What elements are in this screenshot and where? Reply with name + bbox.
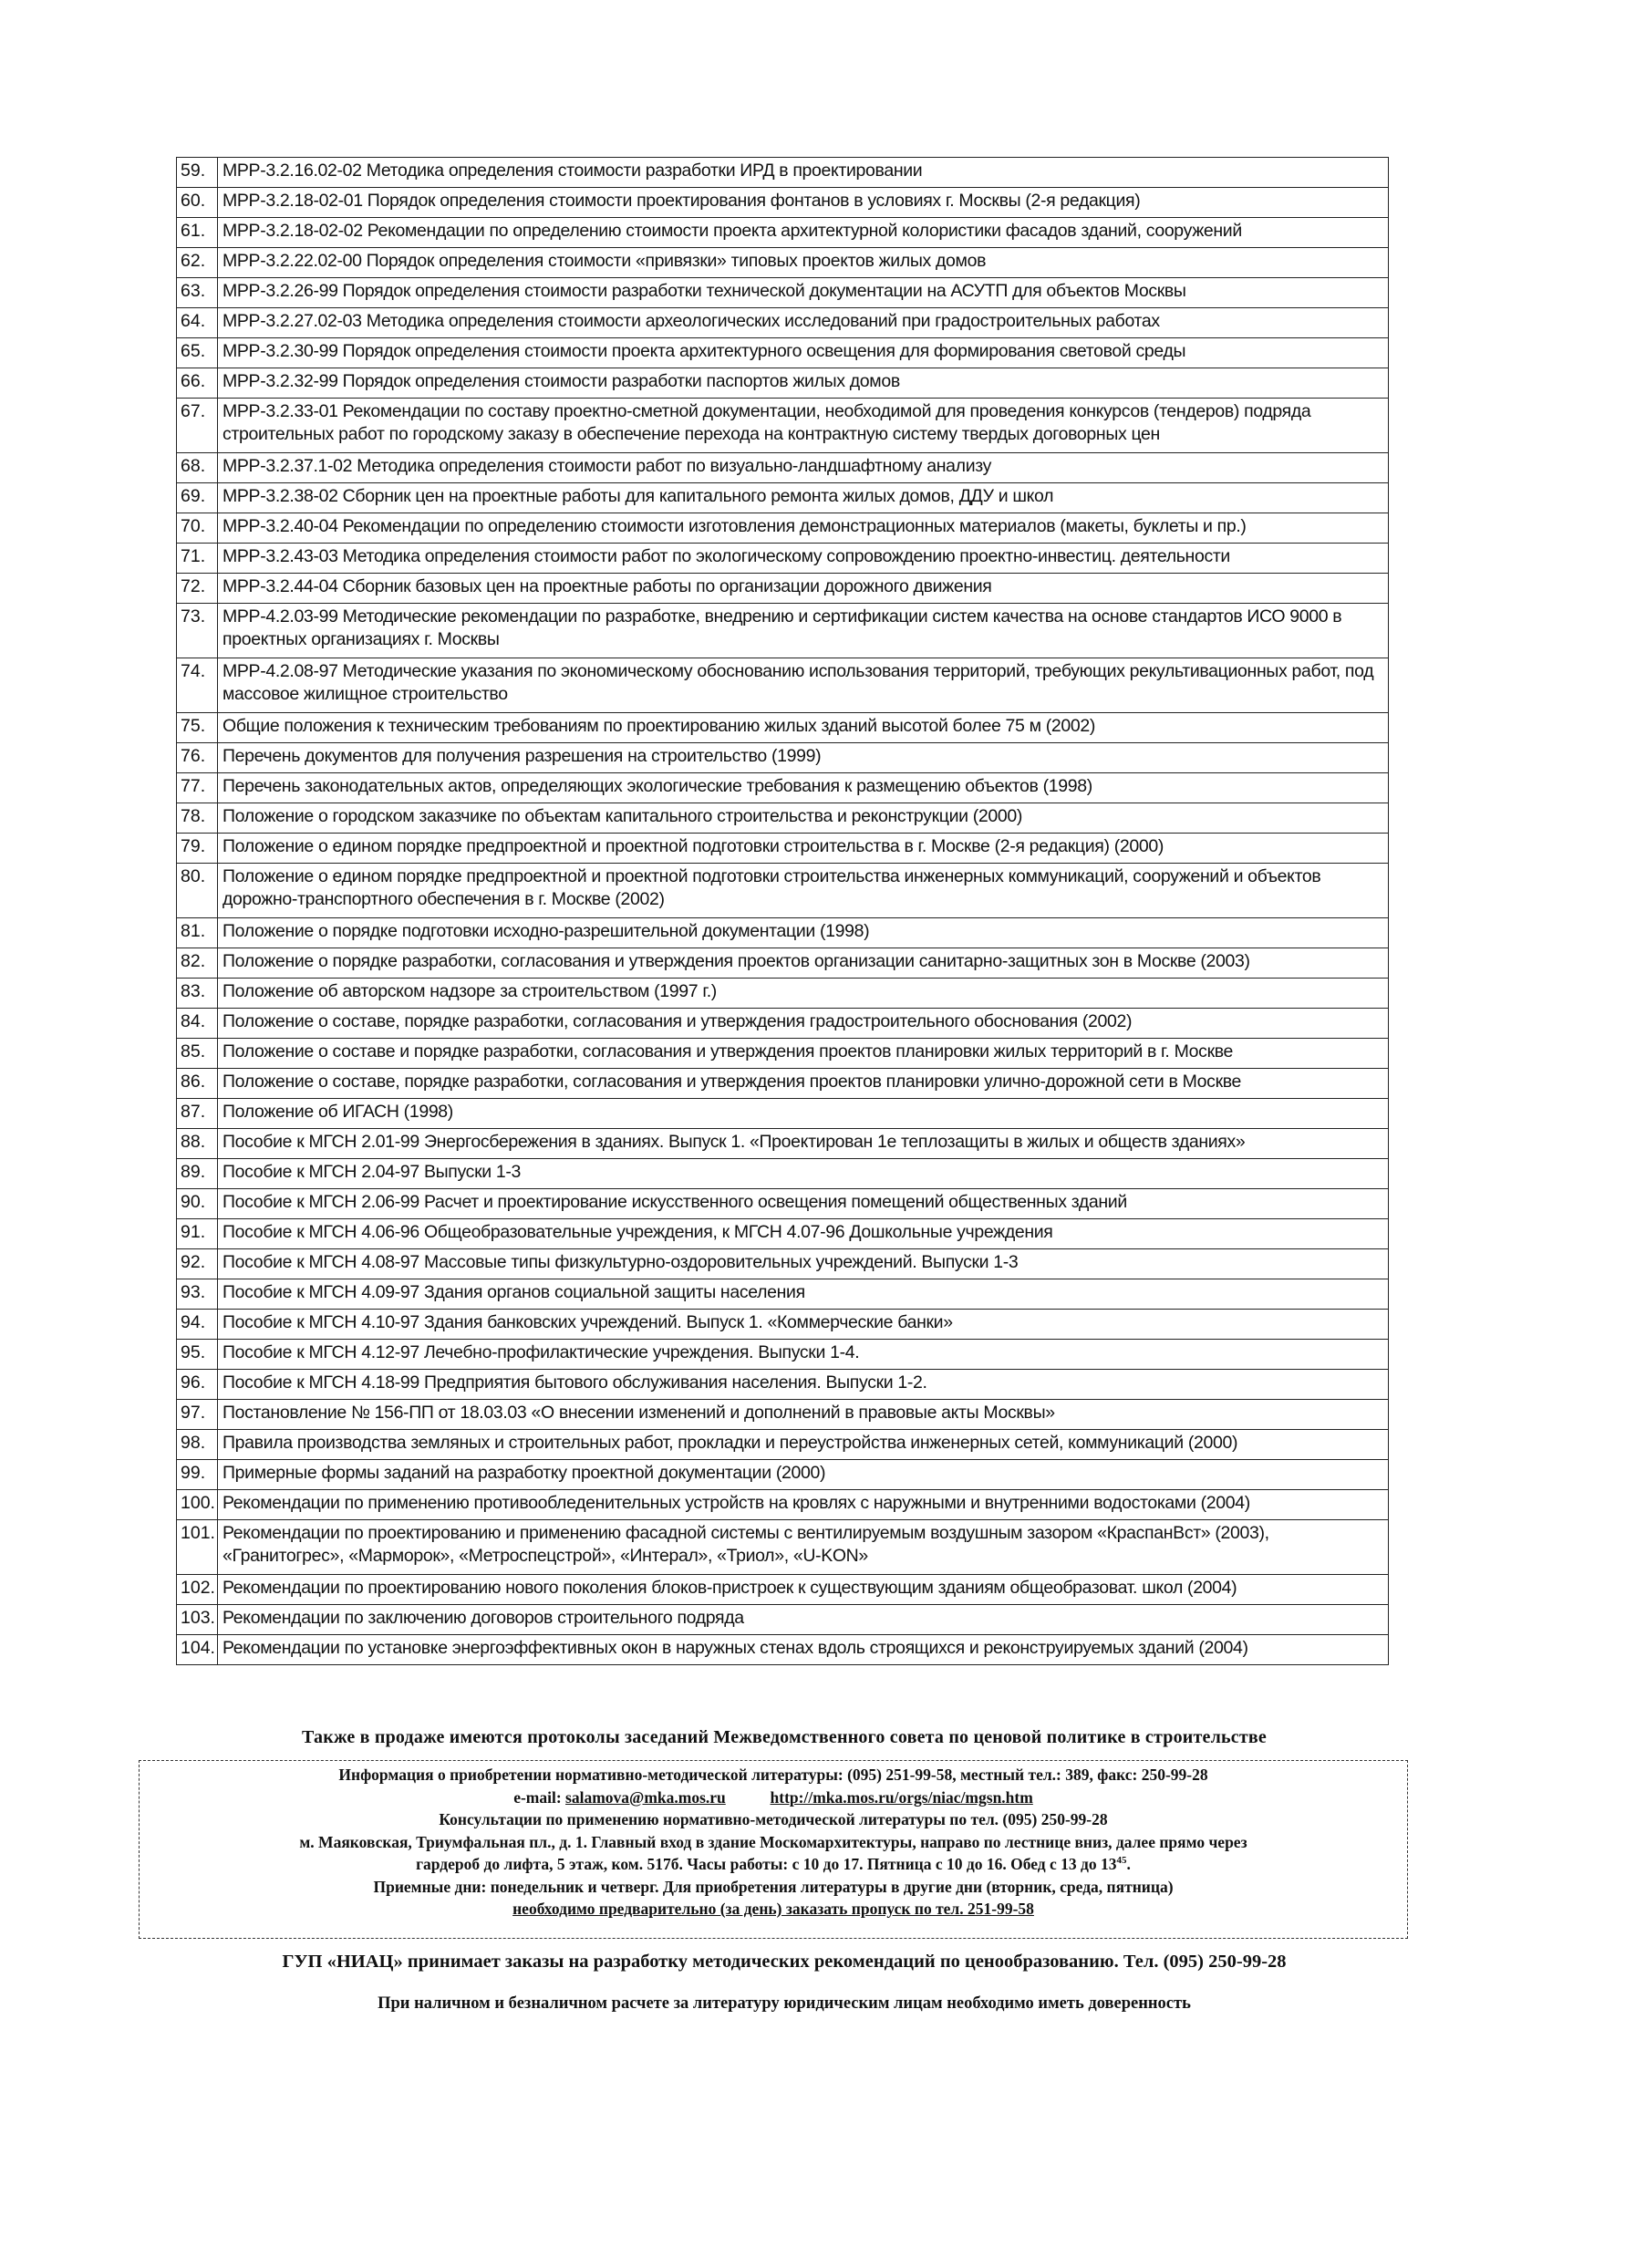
row-number: 75. [177,713,218,743]
table-row [177,1189,1389,1219]
table-row [177,979,1389,1009]
row-title: МРР-3.2.44-04 Сборник базовых цен на проектные работы по организации дорожного движения [218,574,1389,604]
table-row [177,158,1389,188]
purchase-info-box [139,1760,1408,1939]
row-title: Пособие к МГСН 4.12-97 Лечебно-профилактические учреждения. Выпуски 1-4. [218,1340,1389,1370]
table-row [177,1520,1389,1575]
table-row [177,483,1389,513]
payment-note: При наличном и безналичном расчете за литературу юридическим лицам необходимо иметь доверенность [378,1994,1191,2013]
row-title: Рекомендации по применению противообледенительных устройств на кровлях с наружными и внутренними водостоками (2004) [218,1490,1389,1520]
row-number: 70. [177,513,218,544]
row-title: МРР-3.2.18-02-02 Рекомендации по определению стоимости проекта архитектурной колористики фасадов зданий, сооружений [218,218,1389,248]
row-title: Положение о едином порядке предпроектной и проектной подготовки строительства в г. Москве (2-я редакция) (2000) [218,834,1389,864]
row-title: МРР-4.2.03-99 Методические рекомендации по разработке, внедрению и сертификации систем качества на основе стандартов ИСО 9000 в проектных организациях г. Москвы [218,604,1389,658]
table-row [177,368,1389,399]
row-title: Пособие к МГСН 4.09-97 Здания органов социальной защиты населения [218,1279,1389,1310]
website-link[interactable]: http://mka.mos.ru/orgs/niac/mgsn.htm [770,1787,1033,1807]
table-row [177,1635,1389,1665]
row-title: Положение о городском заказчике по объектам капитального строительства и реконструкции (2000) [218,803,1389,834]
row-title: Правила производства земляных и строительных работ, прокладки и переустройства инженерных сетей, коммуникаций (2000) [218,1430,1389,1460]
row-number: 100. [177,1490,218,1520]
row-title: Рекомендации по проектированию и применению фасадной системы с вентилируемым воздушным зазором «КраспанВст» (2003), «Гранитогрес», «Марморок», «Метроспецстрой», «Интерал», «Триол», «U-KON» [218,1520,1389,1575]
table-row [177,773,1389,803]
info-line-hours [140,1853,1407,1876]
row-title: Перечень документов для получения разрешения на строительство (1999) [218,743,1389,773]
table-row [177,453,1389,483]
row-title: Общие положения к техническим требованиям по проектированию жилых зданий высотой более 75 м (2002) [218,713,1389,743]
hours-text: гардероб до лифта, 5 этаж, ком. 517б. Часы работы: с 10 до 17. Пятница с 10 до 16. Обед с 13 до 13 [416,1855,1117,1873]
row-number: 91. [177,1219,218,1249]
row-number: 103. [177,1605,218,1635]
table-row [177,218,1389,248]
email-link[interactable]: salamova@mka.mos.ru [565,1787,726,1807]
hours-minutes: 45 [1116,1855,1127,1867]
row-title: МРР-3.2.16.02-02 Методика определения стоимости разработки ИРД в проектировании [218,158,1389,188]
row-title: Пособие к МГСН 2.06-99 Расчет и проектирование искусственного освещения помещений общественных зданий [218,1189,1389,1219]
info-line-contacts [140,1786,1407,1809]
hours-end: . [1126,1855,1131,1873]
row-number: 71. [177,544,218,574]
row-title: Перечень законодательных актов, определяющих экологические требования к размещению объектов (1998) [218,773,1389,803]
row-title: Положение о порядке разработки, согласования и утверждения проектов организации санитарно-защитных зон в Москве (2003) [218,948,1389,979]
row-title: Положение о составе, порядке разработки, согласования и утверждения проектов планировки улично-дорожной сети в Москве [218,1069,1389,1099]
row-number: 78. [177,803,218,834]
row-number: 65. [177,338,218,368]
row-title: Примерные формы заданий на разработку проектной документации (2000) [218,1460,1389,1490]
row-number: 88. [177,1129,218,1159]
table-row [177,1039,1389,1069]
row-title: Пособие к МГСН 2.04-97 Выпуски 1-3 [218,1159,1389,1189]
row-number: 80. [177,864,218,918]
table-row [177,1310,1389,1340]
table-row [177,513,1389,544]
info-line-consultations: Консультации по применению нормативно-методической литературы по тел. (095) 250-99-28 [439,1810,1108,1828]
table-row [177,1069,1389,1099]
row-number: 92. [177,1249,218,1279]
table-row [177,188,1389,218]
row-number: 94. [177,1310,218,1340]
row-title: Положение об авторском надзоре за строительством (1997 г.) [218,979,1389,1009]
row-title: МРР-3.2.33-01 Рекомендации по составу проектно-сметной документации, необходимой для проведения конкурсов (тендеров) подряда строительных работ по городскому заказу в обеспечение перехода на контрактную систему твердых договорных цен [218,399,1389,453]
row-title: Положение о порядке подготовки исходно-разрешительной документации (1998) [218,918,1389,948]
row-title: Рекомендации по проектированию нового поколения блоков-пристроек к существующим зданиям общеобразоват. школ (2004) [218,1575,1389,1605]
row-number: 86. [177,1069,218,1099]
table-row [177,834,1389,864]
row-number: 96. [177,1370,218,1400]
row-title: Постановление № 156-ПП от 18.03.03 «О внесении изменений и дополнений в правовые акты Москвы» [218,1400,1389,1430]
row-title: МРР-3.2.18-02-01 Порядок определения стоимости проектирования фонтанов в условиях г. Москвы (2-я редакция) [218,188,1389,218]
info-line-address: м. Маяковская, Триумфальная пл., д. 1. Главный вход в здание Москомархитектуры, направо по лестнице вниз, далее прямо через [299,1832,1247,1851]
row-number: 81. [177,918,218,948]
table-row [177,1279,1389,1310]
table-row [177,743,1389,773]
row-number: 85. [177,1039,218,1069]
table-row [177,1099,1389,1129]
table-row [177,918,1389,948]
row-number: 77. [177,773,218,803]
table-row [177,1460,1389,1490]
table-row [177,1219,1389,1249]
row-number: 84. [177,1009,218,1039]
row-title: МРР-3.2.30-99 Порядок определения стоимости проекта архитектурного освещения для формирования световой среды [218,338,1389,368]
table-row [177,864,1389,918]
row-number: 64. [177,308,218,338]
row-number: 102. [177,1575,218,1605]
table-row [177,1430,1389,1460]
table-row [177,1159,1389,1189]
row-number: 68. [177,453,218,483]
row-title: Рекомендации по установке энергоэффективных окон в наружных стенах вдоль строящихся и реконструируемых зданий (2004) [218,1635,1389,1665]
table-row [177,1490,1389,1520]
row-title: Положение о составе и порядке разработки, согласования и утверждения проектов планировки жилых территорий в г. Москве [218,1039,1389,1069]
table-row [177,1340,1389,1370]
info-line-phones: Информация о приобретении нормативно-методической литературы: (095) 251-99-58, местный тел.: 389, факс: 250-99-28 [338,1766,1208,1784]
row-number: 74. [177,658,218,713]
row-number: 59. [177,158,218,188]
row-title: МРР-3.2.32-99 Порядок определения стоимости разработки паспортов жилых домов [218,368,1389,399]
row-title: Рекомендации по заключению договоров строительного подряда [218,1605,1389,1635]
row-number: 76. [177,743,218,773]
table-row [177,1400,1389,1430]
row-title: Положение об ИГАСН (1998) [218,1099,1389,1129]
table-row [177,308,1389,338]
row-number: 79. [177,834,218,864]
row-title: Пособие к МГСН 2.01-99 Энергосбережения в зданиях. Выпуск 1. «Проектирован 1е теплозащиты в жилых и обществ зданиях» [218,1129,1389,1159]
row-title: МРР-3.2.43-03 Методика определения стоимости работ по экологическому сопровождению проектно-инвестиц. деятельности [218,544,1389,574]
row-title: МРР-4.2.08-97 Методические указания по экономическому обоснованию использования территорий, требующих рекультивационных работ, под массовое жилищное строительство [218,658,1389,713]
info-line-reception-days: Приемные дни: понедельник и четверг. Для приобретения литературы в другие дни (вторник, среда, пятница) [373,1877,1174,1896]
table-row [177,1249,1389,1279]
table-row [177,544,1389,574]
row-title: Положение о составе, порядке разработки, согласования и утверждения градостроительного обоснования (2002) [218,1009,1389,1039]
row-number: 89. [177,1159,218,1189]
row-number: 60. [177,188,218,218]
info-line-pass: необходимо предварительно (за день) заказать пропуск по тел. 251-99-58 [512,1900,1034,1918]
row-number: 83. [177,979,218,1009]
row-number: 82. [177,948,218,979]
table-row [177,1370,1389,1400]
publications-table [176,157,1389,1665]
table-row [177,1009,1389,1039]
publications-table-body [177,158,1389,1665]
row-number: 73. [177,604,218,658]
row-number: 62. [177,248,218,278]
table-row [177,713,1389,743]
row-title: Пособие к МГСН 4.18-99 Предприятия бытового обслуживания населения. Выпуски 1-2. [218,1370,1389,1400]
table-row [177,803,1389,834]
row-number: 99. [177,1460,218,1490]
row-title: Пособие к МГСН 4.08-97 Массовые типы физкультурно-оздоровительных учреждений. Выпуски 1-3 [218,1249,1389,1279]
email-label: e-mail: [513,1787,562,1807]
table-row [177,278,1389,308]
also-for-sale-note: Также в продаже имеются протоколы заседаний Межведомственного совета по ценовой политике в строительстве [302,1727,1267,1747]
table-row [177,1575,1389,1605]
row-number: 95. [177,1340,218,1370]
orders-note: ГУП «НИАЦ» принимает заказы на разработку методических рекомендаций по ценообразованию. Тел. (095) 250-99-28 [282,1952,1287,1972]
row-title: МРР-3.2.38-02 Сборник цен на проектные работы для капитального ремонта жилых домов, ДДУ и школ [218,483,1389,513]
table-row [177,399,1389,453]
row-title: МРР-3.2.22.02-00 Порядок определения стоимости «привязки» типовых проектов жилых домов [218,248,1389,278]
row-number: 98. [177,1430,218,1460]
table-row [177,948,1389,979]
row-title: МРР-3.2.27.02-03 Методика определения стоимости археологических исследований при градостроительных работах [218,308,1389,338]
row-title: МРР-3.2.26-99 Порядок определения стоимости разработки технической документации на АСУТП для объектов Москвы [218,278,1389,308]
table-row [177,604,1389,658]
row-number: 66. [177,368,218,399]
table-row [177,658,1389,713]
row-number: 90. [177,1189,218,1219]
row-title: Положение о едином порядке предпроектной и проектной подготовки строительства инженерных коммуникаций, сооружений и объектов дорожно-транспортного обеспечения в г. Москве (2002) [218,864,1389,918]
row-number: 87. [177,1099,218,1129]
row-title: МРР-3.2.37.1-02 Методика определения стоимости работ по визуально-ландшафтному анализу [218,453,1389,483]
row-number: 104. [177,1635,218,1665]
row-number: 93. [177,1279,218,1310]
row-number: 101. [177,1520,218,1575]
row-number: 67. [177,399,218,453]
row-number: 72. [177,574,218,604]
table-row [177,1605,1389,1635]
table-row [177,1129,1389,1159]
row-title: МРР-3.2.40-04 Рекомендации по определению стоимости изготовления демонстрационных материалов (макеты, буклеты и пр.) [218,513,1389,544]
table-row [177,574,1389,604]
row-title: Пособие к МГСН 4.06-96 Общеобразовательные учреждения, к МГСН 4.07-96 Дошкольные учреждения [218,1219,1389,1249]
table-row [177,248,1389,278]
row-title: Пособие к МГСН 4.10-97 Здания банковских учреждений. Выпуск 1. «Коммерческие банки» [218,1310,1389,1340]
row-number: 97. [177,1400,218,1430]
row-number: 69. [177,483,218,513]
row-number: 61. [177,218,218,248]
row-number: 63. [177,278,218,308]
table-row [177,338,1389,368]
